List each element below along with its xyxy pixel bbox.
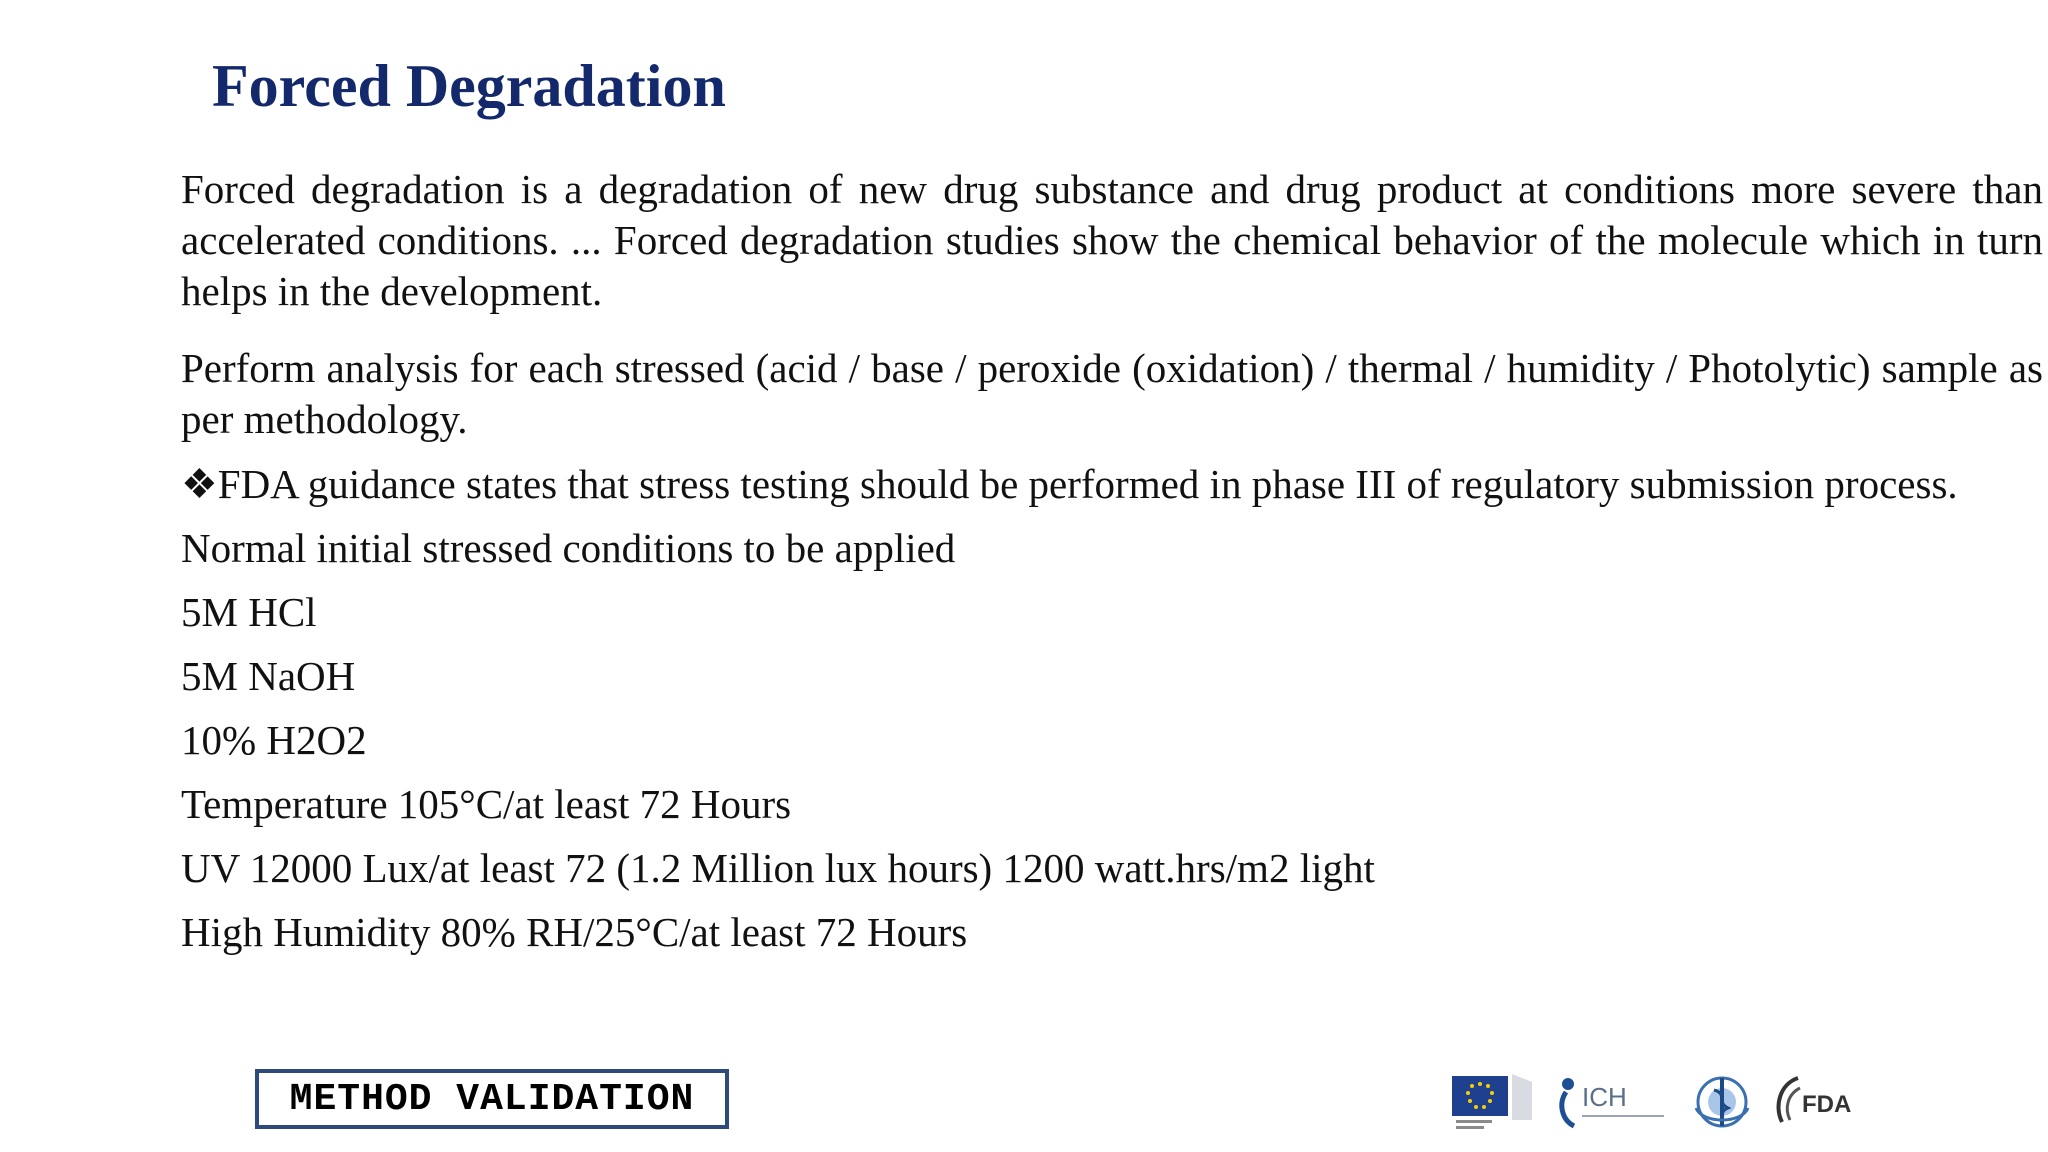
regulatory-logos: [1448, 1066, 1856, 1138]
slide-content: [181, 164, 2043, 971]
definition-paragraph: Forced degradation is a degradation of new drug substance and drug product at conditions more severe than accelerated conditions. ... Forced degradation studies show the chemical behavior of the molecule which in turn helps in the development.: [181, 166, 2043, 314]
fda-guidance-line: [181, 459, 2043, 510]
conditions-list: [181, 587, 2043, 958]
fda-guidance-text: FDA guidance states that stress testing should be performed in phase III of regulatory submission process.: [217, 461, 1958, 507]
slide-title: Forced Degradation: [212, 53, 726, 119]
conditions-heading: Normal initial stressed conditions to be applied: [181, 525, 956, 571]
eu-logo-icon: [1448, 1070, 1536, 1134]
fda-logo-text: FDA: [1802, 1091, 1852, 1118]
diamond-bullet-icon: ❖: [181, 461, 218, 507]
condition-item: 10% H2O2: [181, 717, 367, 763]
condition-item: 5M NaOH: [181, 653, 356, 699]
condition-item: High Humidity 80% RH/25°C/at least 72 Hours: [181, 909, 968, 955]
fda-logo-icon: [1772, 1070, 1856, 1134]
ich-logo-text: ICH: [1582, 1082, 1627, 1112]
analysis-paragraph: Perform analysis for each stressed (acid / base / peroxide (oxidation) / thermal / humidity / Photolytic) sample as per methodology.: [181, 345, 2043, 442]
method-validation-label: METHOD VALIDATION: [255, 1069, 729, 1129]
ich-logo-icon: [1552, 1070, 1672, 1134]
who-logo-icon: [1688, 1068, 1756, 1136]
condition-item: 5M HCl: [181, 589, 317, 635]
condition-item: UV 12000 Lux/at least 72 (1.2 Million lux hours) 1200 watt.hrs/m2 light: [181, 845, 1375, 891]
condition-item: Temperature 105°C/at least 72 Hours: [181, 781, 792, 827]
